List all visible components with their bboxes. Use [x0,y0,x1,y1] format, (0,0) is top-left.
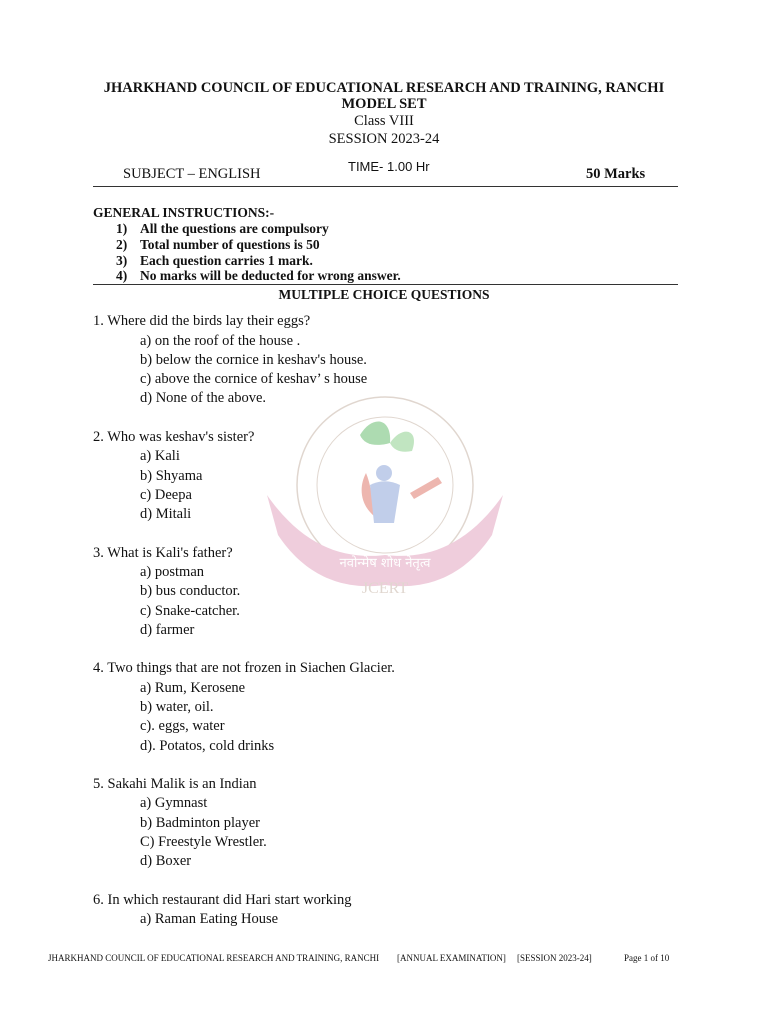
time-label: TIME- 1.00 Hr [348,159,430,174]
option-5d: d) Boxer [140,853,192,869]
option-3a: a) postman [140,564,205,580]
instruction-item [116,237,516,253]
instruction-text: No marks will be deducted for wrong answer. [140,268,401,283]
option-4b: b) water, oil. [140,699,214,715]
instruction-text: Each question carries 1 mark. [140,253,313,268]
instruction-number: 2) [116,237,128,252]
option-2d: d) Mitali [140,506,192,522]
option-5b: b) Badminton player [140,815,261,831]
question-2: 2. Who was keshav's sister? [93,429,255,445]
option-3c: c) Snake-catcher. [140,603,240,619]
jcert-watermark-logo [262,395,508,600]
session-label: SESSION 2023-24 [328,131,440,147]
section-title: MULTIPLE CHOICE QUESTIONS [278,287,490,302]
instructions-divider [93,284,678,285]
option-5c: C) Freestyle Wrestler. [140,834,267,850]
instruction-number: 4) [116,268,128,283]
watermark-motto: नवोन्मेष शोध नेतृत्व [339,556,431,571]
option-1b: b) below the cornice in keshav's house. [140,352,367,368]
instruction-item [116,221,516,237]
option-2b: b) Shyama [140,468,203,484]
question-1: 1. Where did the birds lay their eggs? [93,313,311,329]
option-3d: d) farmer [140,622,195,638]
option-4c: c). eggs, water [140,718,225,734]
instruction-item [116,253,516,269]
model-set-title: MODEL SET [341,96,427,112]
watermark-name: JCERT [361,580,409,597]
instruction-text: All the questions are compulsory [140,221,329,236]
footer-org: JHARKHAND COUNCIL OF EDUCATIONAL RESEARCH AND TRAINING, RANCHI [48,953,380,963]
instruction-text: Total number of questions is 50 [140,237,320,252]
option-5a: a) Gymnast [140,795,208,811]
question-3: 3. What is Kali's father? [93,545,233,561]
option-4a: a) Rum, Kerosene [140,680,246,696]
footer-page-number: Page 1 of 10 [624,953,670,963]
question-4: 4. Two things that are not frozen in Siachen Glacier. [93,660,395,676]
option-4d: d). Potatos, cold drinks [140,738,275,754]
footer-session: [SESSION 2023-24] [517,953,592,963]
instruction-item [116,268,516,284]
footer-exam: [ANNUAL EXAMINATION] [397,953,506,963]
instruction-number: 1) [116,221,128,236]
instruction-number: 3) [116,253,128,268]
council-title: JHARKHAND COUNCIL OF EDUCATIONAL RESEARCH AND TRAINING, RANCHI [103,80,665,96]
option-3b: b) bus conductor. [140,583,241,599]
option-6a: a) Raman Eating House [140,911,279,927]
question-5: 5. Sakahi Malik is an Indian [93,776,257,792]
question-6: 6. In which restaurant did Hari start working [93,892,352,908]
option-1c: c) above the cornice of keshav’ s house [140,371,368,387]
option-1a: a) on the roof of the house . [140,333,301,349]
option-2c: c) Deepa [140,487,192,503]
header-divider [93,186,678,187]
class-label: Class VIII [354,113,414,129]
subject-label: SUBJECT – ENGLISH [123,166,261,182]
option-1d: d) None of the above. [140,390,267,406]
marks-label: 50 Marks [586,166,646,182]
instructions-heading: GENERAL INSTRUCTIONS:- [93,205,275,220]
option-2a: a) Kali [140,448,180,464]
